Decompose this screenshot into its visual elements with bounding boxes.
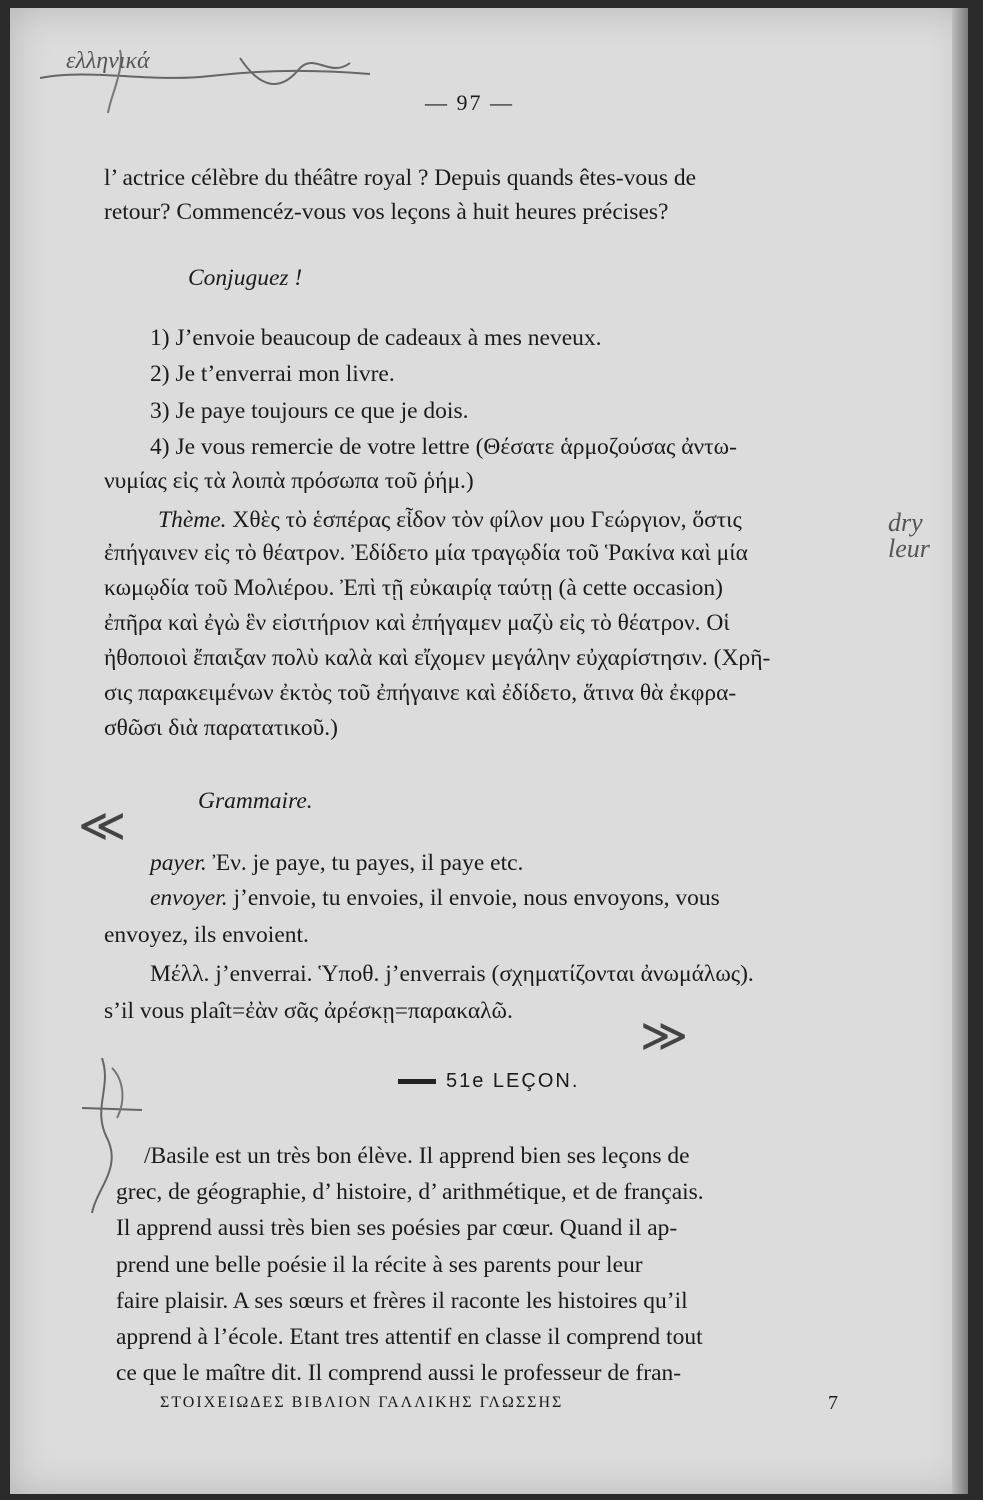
grammar-plait: s’il vous plaît=ἐὰν σᾶς ἀρέσκῃ=παρακαλῶ. [104, 998, 513, 1024]
theme-text: Χθὲς τὸ ἑσπέρας εἶδον τὸν φίλον μου Γεώργιον, ὅστις [226, 507, 742, 533]
handwritten-note-top: ελληνικά [66, 48, 150, 74]
lesson-heading [398, 1070, 579, 1093]
section-title-conjuguez: Conjuguez ! [188, 265, 303, 291]
lesson-line: apprend à l’école. Etant tres attentif en classe il comprend tout [116, 1324, 703, 1350]
book-spine [952, 8, 968, 1494]
book-page [10, 8, 968, 1494]
footer-title: ΣΤΟΙΧΕΙΩΔΕΣ ΒΙΒΛΙΟΝ ΓΑΛΛΙΚΗΣ ΓΛΩΣΣΗΣ [160, 1394, 564, 1411]
theme-line: ἐπήγαινεν εἰς τὸ θέατρον. Ἐδίδετο μία τραγῳδία τοῦ Ῥακίνα καὶ μία [104, 540, 748, 566]
handwritten-arrow-left-icon: ≪ [78, 798, 127, 852]
lesson-line: prend une belle poésie il la récite à ses parents pour leur [116, 1252, 643, 1278]
page-number: — 97 — [425, 90, 514, 115]
grammar-envoyer [150, 883, 720, 913]
grammar-payer [150, 848, 523, 878]
conjugation-item-cont: νυμίας εἰς τὰ λοιπὰ πρόσωπα τοῦ ῥήμ.) [104, 468, 474, 494]
handwritten-margin-note: dry leur [888, 508, 930, 563]
handwritten-arrow-right-icon: ≫ [640, 1008, 689, 1062]
grammar-future: Μέλλ. j’enverrai. Ὑποθ. j’enverrais (σχηματίζονται ἀνωμάλως). [150, 961, 754, 987]
lesson-line: grec, de géographie, d’ histoire, d’ arithmétique, et de français. [116, 1179, 704, 1205]
signature-number: 7 [828, 1392, 838, 1414]
body-line: l’ actrice célèbre du théâtre royal ? Depuis quands êtes-vous de [104, 165, 697, 191]
payer-forms: Ἐν. je paye, tu payes, il paye etc. [206, 850, 524, 876]
lesson-line: ce que le maître dit. Il comprend aussi le professeur de fran- [116, 1360, 682, 1386]
lesson-heading-text: 51e LEÇON. [446, 1070, 580, 1092]
lesson-line: Il apprend aussi très bien ses poésies par cœur. Quand il ap- [116, 1215, 678, 1241]
conjugation-item: 2) Je t’enverrai mon livre. [150, 361, 395, 387]
theme-line: ἐπῆρα καὶ ἐγὼ ἓν εἰσιτήριον καὶ ἐπήγαμεν μαζὺ εἰς τὸ θέατρον. Οἱ [104, 610, 730, 636]
heading-dash [398, 1079, 436, 1084]
lesson-line: faire plaisir. A ses sœurs et frères il raconte les histoires qu’il [116, 1288, 688, 1314]
envoyer-forms: j’envoie, tu envoies, il envoie, nous envoyons, vous [227, 885, 720, 911]
section-title-grammaire: Grammaire. [198, 788, 313, 814]
conjugation-item: 3) Je paye toujours ce que je dois. [150, 398, 469, 424]
theme-line: σις παρακειμένων ἐκτὸς τοῦ ἐπήγαινε καὶ ἐδίδετο, ἅτινα θὰ ἐκφρα- [104, 680, 737, 706]
theme-line: κωμῳδία τοῦ Μολιέρου. Ἐπὶ τῇ εὐκαιρίᾳ ταύτῃ (à cette occasion) [104, 575, 723, 601]
verb-payer: payer. [150, 850, 207, 876]
conjugation-item: 4) Je vous remercie de votre lettre (Θέσατε ἁρμοζούσας ἀντω- [150, 434, 737, 460]
verb-envoyer: envoyer. [150, 885, 228, 911]
conjugation-item: 1) J’envoie beaucoup de cadeaux à mes neveux. [150, 325, 602, 351]
lesson-line: /Basile est un très bon élève. Il apprend bien ses leçons de [144, 1143, 690, 1169]
theme-line: ἠθοποιοὶ ἔπαιξαν πολὺ καλὰ καὶ εἴχομεν μεγάλην εὐχαρίστησιν. (Χρῆ- [104, 645, 771, 671]
theme-label: Thème. [158, 507, 227, 533]
theme-line: σθῶσι διὰ παρατατικοῦ.) [104, 715, 338, 741]
grammar-envoyer-cont: envoyez, ils envoient. [104, 922, 309, 948]
body-line: retour? Commencéz-vous vos leçons à huit heures précises? [104, 199, 669, 225]
theme-line [158, 505, 742, 535]
